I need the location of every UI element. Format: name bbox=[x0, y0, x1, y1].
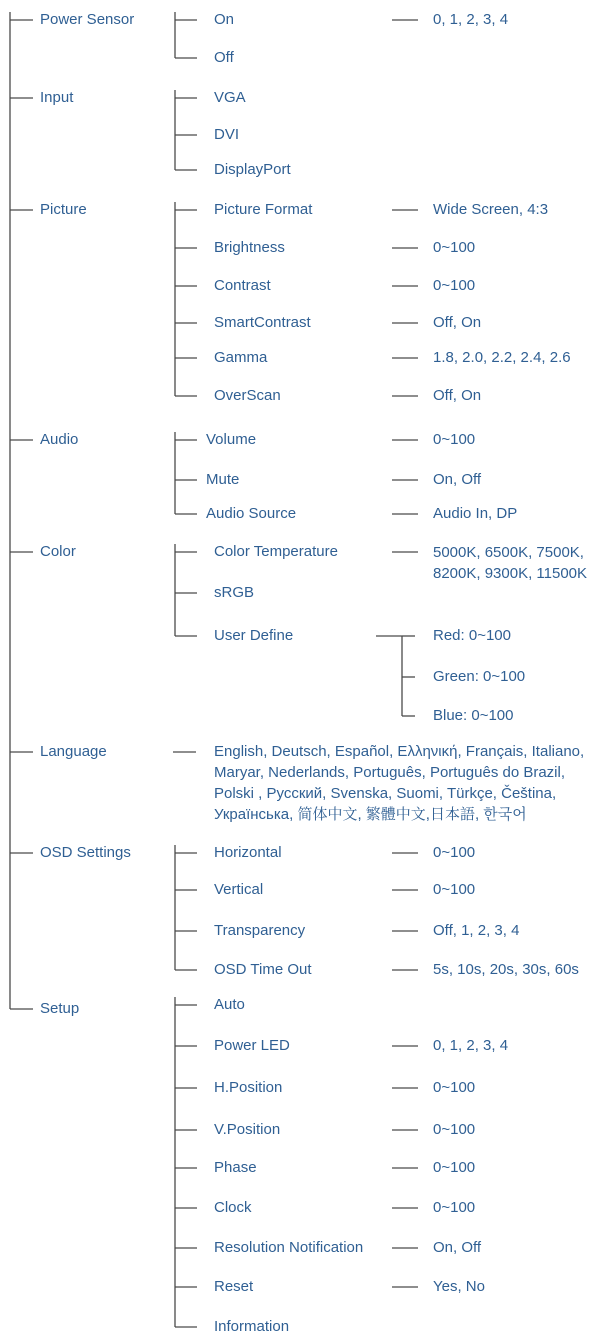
sub-blue: Blue: 0~100 bbox=[433, 707, 514, 724]
item-vertical: Vertical bbox=[214, 881, 264, 898]
menu-setup: Setup bbox=[40, 1000, 80, 1017]
item-user-define: User Define bbox=[214, 627, 294, 644]
item-v-position: V.Position bbox=[214, 1121, 281, 1138]
menu-audio: Audio bbox=[40, 431, 79, 448]
item-displayport: DisplayPort bbox=[214, 161, 291, 178]
item-mute: Mute bbox=[206, 471, 240, 488]
value-gamma: 1.8, 2.0, 2.2, 2.4, 2.6 bbox=[433, 349, 571, 366]
value-mute: On, Off bbox=[433, 471, 482, 488]
value-brightness: 0~100 bbox=[433, 239, 476, 256]
value-transparency: Off, 1, 2, 3, 4 bbox=[433, 922, 520, 939]
item-h-position: H.Position bbox=[214, 1079, 283, 1096]
item-transparency: Transparency bbox=[214, 922, 306, 939]
value-power-led: 0, 1, 2, 3, 4 bbox=[433, 1037, 509, 1054]
item-horizontal: Horizontal bbox=[214, 844, 282, 861]
menu-power-sensor: Power Sensor bbox=[40, 11, 135, 28]
sub-green: Green: 0~100 bbox=[433, 668, 526, 685]
item-brightness: Brightness bbox=[214, 239, 285, 256]
menu-language: Language bbox=[40, 743, 107, 760]
item-picture-format: Picture Format bbox=[214, 201, 313, 218]
value-volume: 0~100 bbox=[433, 431, 476, 448]
value-resolution-notification: On, Off bbox=[433, 1239, 482, 1256]
value-v-position: 0~100 bbox=[433, 1121, 476, 1138]
item-on: On bbox=[214, 11, 235, 28]
item-srgb: sRGB bbox=[214, 584, 255, 601]
item-overscan: OverScan bbox=[214, 387, 281, 404]
value-horizontal: 0~100 bbox=[433, 844, 476, 861]
menu-osd-settings: OSD Settings bbox=[40, 844, 131, 861]
value-audio-source: Audio In, DP bbox=[433, 505, 518, 522]
item-clock: Clock bbox=[214, 1199, 252, 1216]
value-picture-format: Wide Screen, 4:3 bbox=[433, 201, 549, 218]
value-clock: 0~100 bbox=[433, 1199, 476, 1216]
item-osd-time-out: OSD Time Out bbox=[214, 961, 312, 978]
item-information: Information bbox=[214, 1318, 290, 1335]
item-volume: Volume bbox=[206, 431, 257, 448]
item-resolution-notification: Resolution Notification bbox=[214, 1239, 364, 1256]
menu-color: Color bbox=[40, 543, 76, 560]
item-contrast: Contrast bbox=[214, 277, 271, 294]
value-h-position: 0~100 bbox=[433, 1079, 476, 1096]
value-on: 0, 1, 2, 3, 4 bbox=[433, 11, 509, 28]
value-smartcontrast: Off, On bbox=[433, 314, 482, 331]
item-dvi: DVI bbox=[214, 126, 240, 143]
menu-input: Input bbox=[40, 89, 74, 106]
item-smartcontrast: SmartContrast bbox=[214, 314, 311, 331]
sub-red: Red: 0~100 bbox=[433, 627, 511, 644]
value-overscan: Off, On bbox=[433, 387, 482, 404]
item-reset: Reset bbox=[214, 1278, 254, 1295]
value-osd-time-out: 5s, 10s, 20s, 30s, 60s bbox=[433, 961, 579, 978]
item-auto: Auto bbox=[214, 996, 245, 1013]
item-off: Off bbox=[214, 49, 234, 66]
item-vga: VGA bbox=[214, 89, 246, 106]
item-color-temperature: Color Temperature bbox=[214, 543, 338, 560]
value-phase: 0~100 bbox=[433, 1159, 476, 1176]
value-reset: Yes, No bbox=[433, 1278, 485, 1295]
item-power-led: Power LED bbox=[214, 1037, 290, 1054]
value-color-temperature: 5000K, 6500K, 7500K, 8200K, 9300K, 11500K bbox=[433, 544, 588, 582]
menu-picture: Picture bbox=[40, 201, 87, 218]
language-values: English, Deutsch, Español, Ελληνική, Français, Italiano, Maryar, Nederlands, Português, Português do Brazil, Polski , Русский, Svenska, Suomi, Türkçe, Čeština, Українська, 简体中文, 繁體中文,日本語, 한국어 bbox=[214, 743, 585, 823]
item-gamma: Gamma bbox=[214, 349, 268, 366]
value-contrast: 0~100 bbox=[433, 277, 476, 294]
item-phase: Phase bbox=[214, 1159, 257, 1176]
item-audio-source: Audio Source bbox=[206, 505, 297, 522]
value-vertical: 0~100 bbox=[433, 881, 476, 898]
